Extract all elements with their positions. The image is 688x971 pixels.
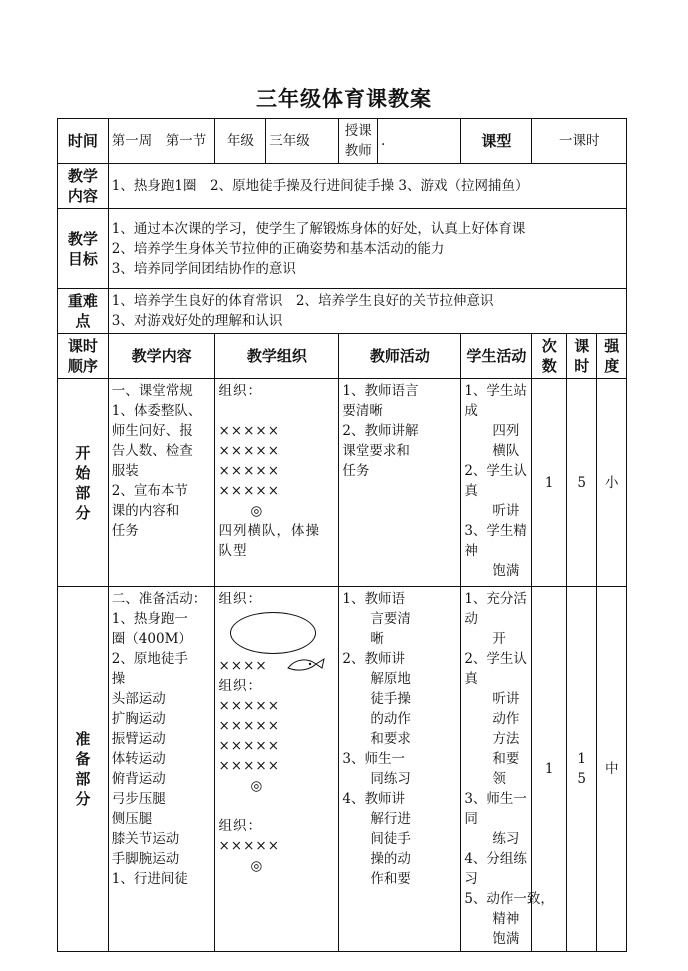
content-text: 1、热身跑1圈 2、原地徒手操及行进间徒手操 3、游戏（拉网捕鱼）	[108, 164, 626, 209]
key-points-row	[58, 289, 627, 334]
formation-row: ×××××	[218, 443, 281, 459]
prep-content: 二、准备活动： 1、热身跑一 圈（400M） 2、原地徒手 操 头部运动 扩胸运动 振臂运动 体转运动 俯背运动 弓步压腿 侧压腿 膝关节运动 手脚腕运动 1、行进间徒	[108, 587, 215, 952]
prep-intensity: 中	[597, 587, 627, 952]
key-point-line: 1、培养学生良好的体育常识 2、培养学生良好的关节拉伸意识	[111, 293, 494, 309]
teacher-mark: ◎	[250, 858, 264, 874]
goal-line: 1、通过本次课的学习，使学生了解锻炼身体的好处，认真上好体育课	[111, 220, 526, 237]
prep-section-row	[58, 587, 627, 952]
formation-row: ×××××	[218, 698, 281, 714]
net-icon	[286, 654, 326, 676]
formation-row: ×××××	[218, 483, 281, 499]
start-section-label: 开 始 部 分	[58, 379, 109, 587]
key-points-text	[108, 289, 626, 334]
content-label: 教学 内容	[58, 164, 109, 209]
time-label: 时间	[58, 119, 109, 164]
type-label: 课型	[461, 119, 532, 164]
formation-row: ×××××	[218, 718, 281, 734]
col-student-activity: 学生活动	[461, 334, 532, 379]
key-point-line: 3、对游戏好处的理解和认识	[111, 313, 283, 329]
content-row	[58, 164, 627, 209]
col-content: 教学内容	[108, 334, 215, 379]
col-intensity: 强 度	[597, 334, 627, 379]
teacher-value: .	[378, 119, 461, 164]
type-value: 一课时	[532, 119, 627, 164]
start-times: 1	[532, 379, 567, 587]
formation-row: ×××××	[218, 738, 281, 754]
grade-value: 三年级	[266, 119, 339, 164]
column-header-row	[58, 334, 627, 379]
start-organization: 组织： ××××× ××××× ××××× ××××× ◎ 四列横队，体操 队型	[215, 379, 339, 587]
formation-row: ×××××	[218, 758, 281, 774]
goals-text	[108, 209, 626, 289]
start-teacher-activity: 1、教师语言 要清晰 2、教师讲解 课堂要求和 任务	[339, 379, 461, 587]
formation-row: ×××××	[218, 838, 281, 854]
header-row	[58, 119, 627, 164]
prep-teacher-activity: 1、教师语 言要清 晰 2、教师讲 解原地 徒手操 的动作 和要求 3、师生一 同练习 4、教师讲 解行进 间徒手 操的动 作和要	[339, 587, 461, 952]
start-section-row	[58, 379, 627, 587]
prep-times: 1	[532, 587, 567, 952]
col-teacher-activity: 教师活动	[339, 334, 461, 379]
goal-line: 3、培养同学间团结协作的意识	[111, 260, 296, 277]
goals-row	[58, 209, 627, 289]
teacher-label: 授课 教师	[339, 119, 378, 164]
prep-organization: 组织： ×××× 组织： ××××× ××××× ××××× ××××× ◎ 组织： ××××× ◎	[215, 587, 339, 952]
formation-row: ×××××	[218, 423, 281, 439]
start-student-activity: 1、学生站成 四列横队 2、学生认真 听讲 3、学生精神 饱满	[461, 379, 532, 587]
teacher-mark: ◎	[250, 503, 264, 519]
col-organization: 教学组织	[215, 334, 339, 379]
start-duration: 5	[566, 379, 596, 587]
start-intensity: 小	[597, 379, 627, 587]
prep-section-label: 准 备 部 分	[58, 587, 109, 952]
start-content: 一、课堂常规 1、体委整队、 师生问好、报 告人数、检查 服装 2、宣布本节 课的内容和 任务	[108, 379, 215, 587]
grade-label: 年级	[215, 119, 266, 164]
prep-duration: 1 5	[566, 587, 596, 952]
col-times: 次 数	[532, 334, 567, 379]
time-value: 第一周 第一节	[108, 119, 215, 164]
page-title: 三年级体育课教案	[256, 86, 432, 111]
goals-label: 教学 目标	[58, 209, 109, 289]
goal-line: 2、培养学生身体关节拉伸的正确姿势和基本活动的能力	[111, 240, 445, 257]
running-track-oval	[230, 612, 316, 654]
col-order: 课时 顺序	[58, 334, 109, 379]
col-duration: 课 时	[566, 334, 596, 379]
key-points-label: 重难 点	[58, 289, 109, 334]
formation-row: ×××××	[218, 463, 281, 479]
teacher-mark: ◎	[250, 778, 264, 794]
prep-student-activity: 1、充分活动 开 2、学生认真 听讲动作 方法和要 领 3、师生一同 练习 4、分组练习 5、动作一致， 精神饱满	[461, 587, 532, 952]
formation-row: ××××	[218, 658, 268, 674]
lesson-plan-table	[57, 118, 627, 952]
